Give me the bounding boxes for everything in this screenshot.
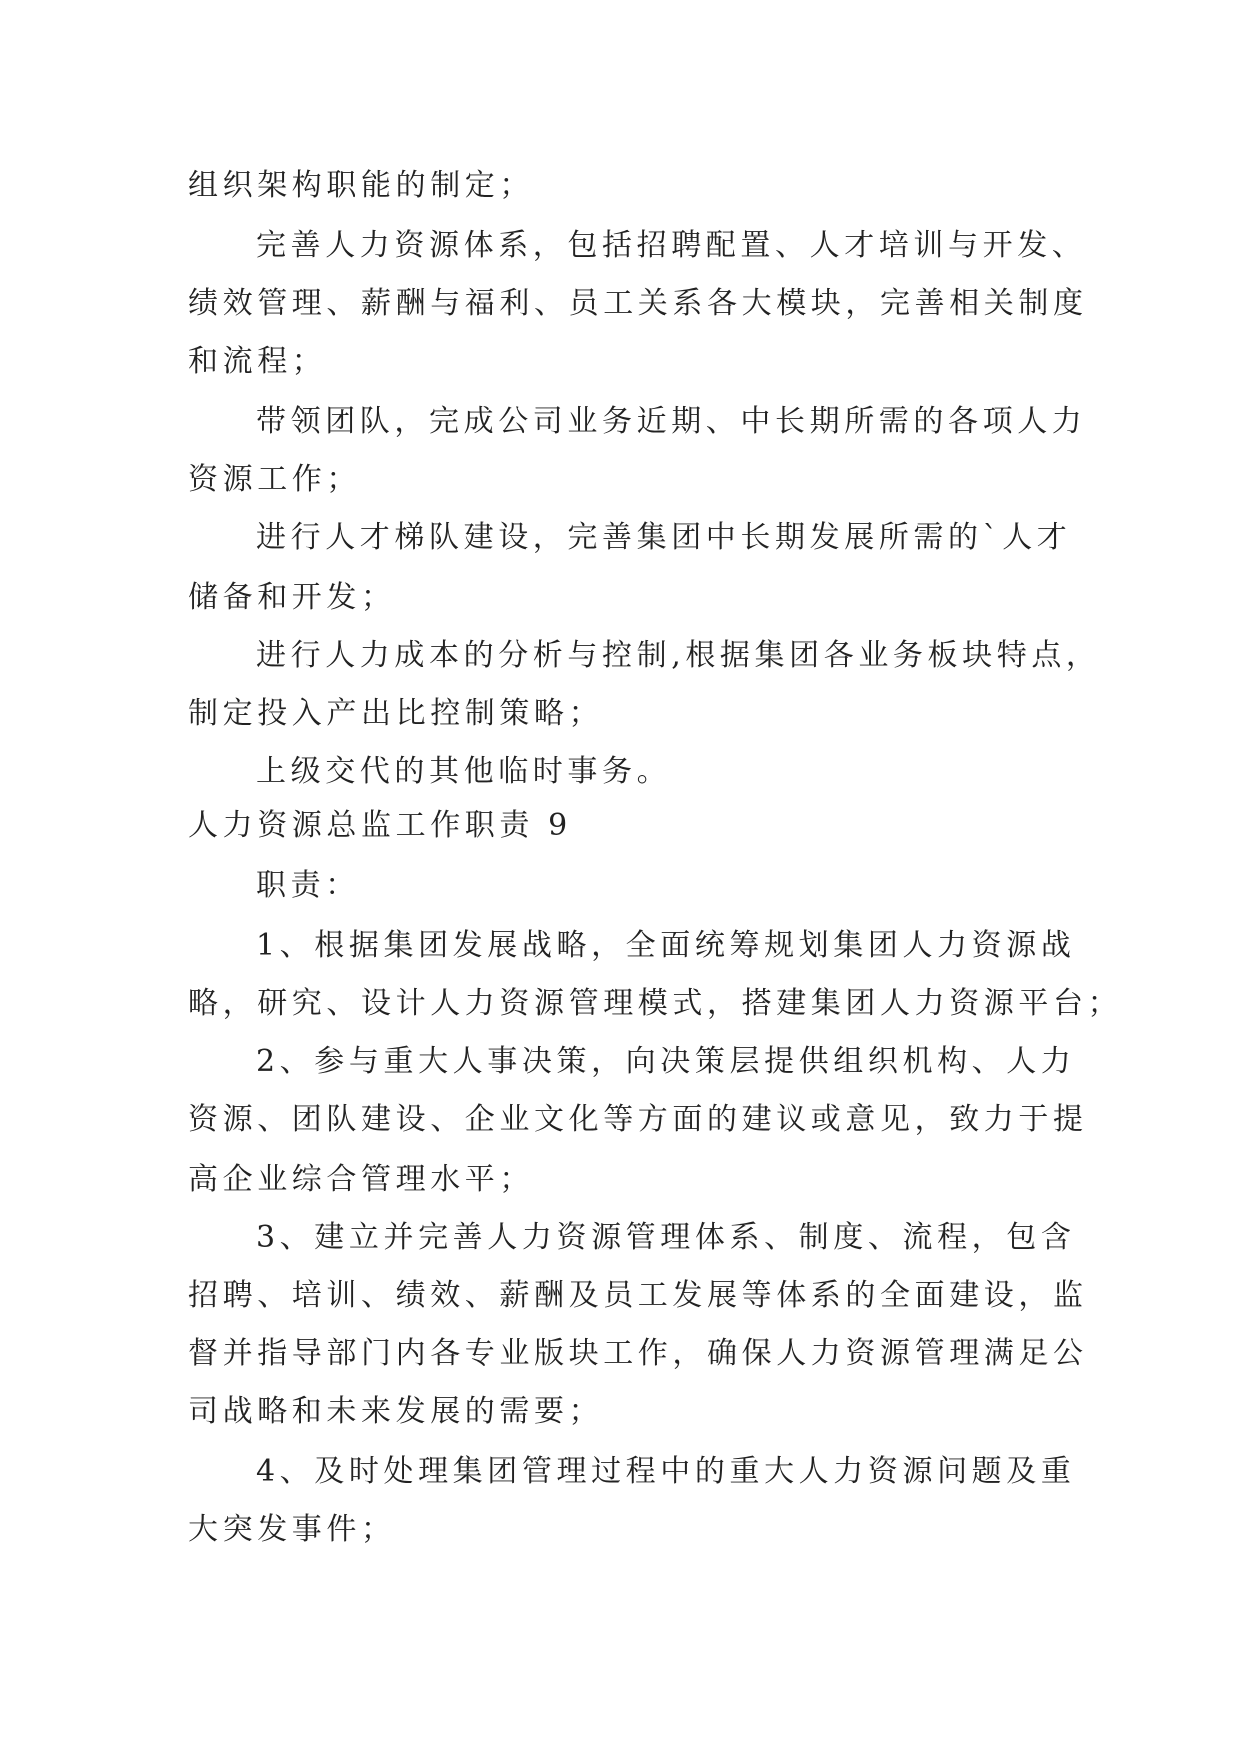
text-line: 司战略和未来发展的需要； <box>188 1394 604 1429</box>
paragraph-start: 职责： <box>256 868 360 903</box>
text-line: 制定投入产出比控制策略； <box>188 696 604 731</box>
text-line: 招聘、培训、绩效、薪酬及员工发展等体系的全面建设，监 <box>188 1278 1088 1313</box>
text-line: 绩效管理、薪酬与福利、员工关系各大模块，完善相关制度 <box>188 286 1088 321</box>
paragraph-start: 3、建立并完善人力资源管理体系、制度、流程，包含 <box>256 1220 1076 1255</box>
paragraph-start: 1、根据集团发展战略，全面统筹规划集团人力资源战 <box>256 928 1076 963</box>
text-line: 储备和开发； <box>188 580 396 615</box>
paragraph-start: 2、参与重大人事决策，向决策层提供组织机构、人力 <box>256 1044 1076 1079</box>
text-line: 大突发事件； <box>188 1512 396 1547</box>
text-line: 资源、团队建设、企业文化等方面的建议或意见，致力于提 <box>188 1102 1088 1137</box>
text-line: 组织架构职能的制定； <box>188 168 534 203</box>
text-line: 督并指导部门内各专业版块工作，确保人力资源管理满足公 <box>188 1336 1088 1371</box>
text-line: 略，研究、设计人力资源管理模式，搭建集团人力资源平台； <box>188 986 1123 1021</box>
paragraph-start: 上级交代的其他临时事务。 <box>256 754 672 789</box>
paragraph-start: 进行人才梯队建设，完善集团中长期发展所需的`人才 <box>256 520 1072 555</box>
paragraph-start: 进行人力成本的分析与控制,根据集团各业务板块特点， <box>256 638 1101 673</box>
paragraph-start: 完善人力资源体系，包括招聘配置、人才培训与开发、 <box>256 228 1087 263</box>
paragraph-start: 带领团队，完成公司业务近期、中长期所需的各项人力 <box>256 404 1087 439</box>
section-heading: 人力资源总监工作职责 9 <box>188 808 572 843</box>
paragraph-start: 4、及时处理集团管理过程中的重大人力资源问题及重 <box>256 1454 1076 1489</box>
text-line: 和流程； <box>188 344 327 379</box>
text-line: 资源工作； <box>188 462 361 497</box>
text-line: 高企业综合管理水平； <box>188 1162 534 1197</box>
